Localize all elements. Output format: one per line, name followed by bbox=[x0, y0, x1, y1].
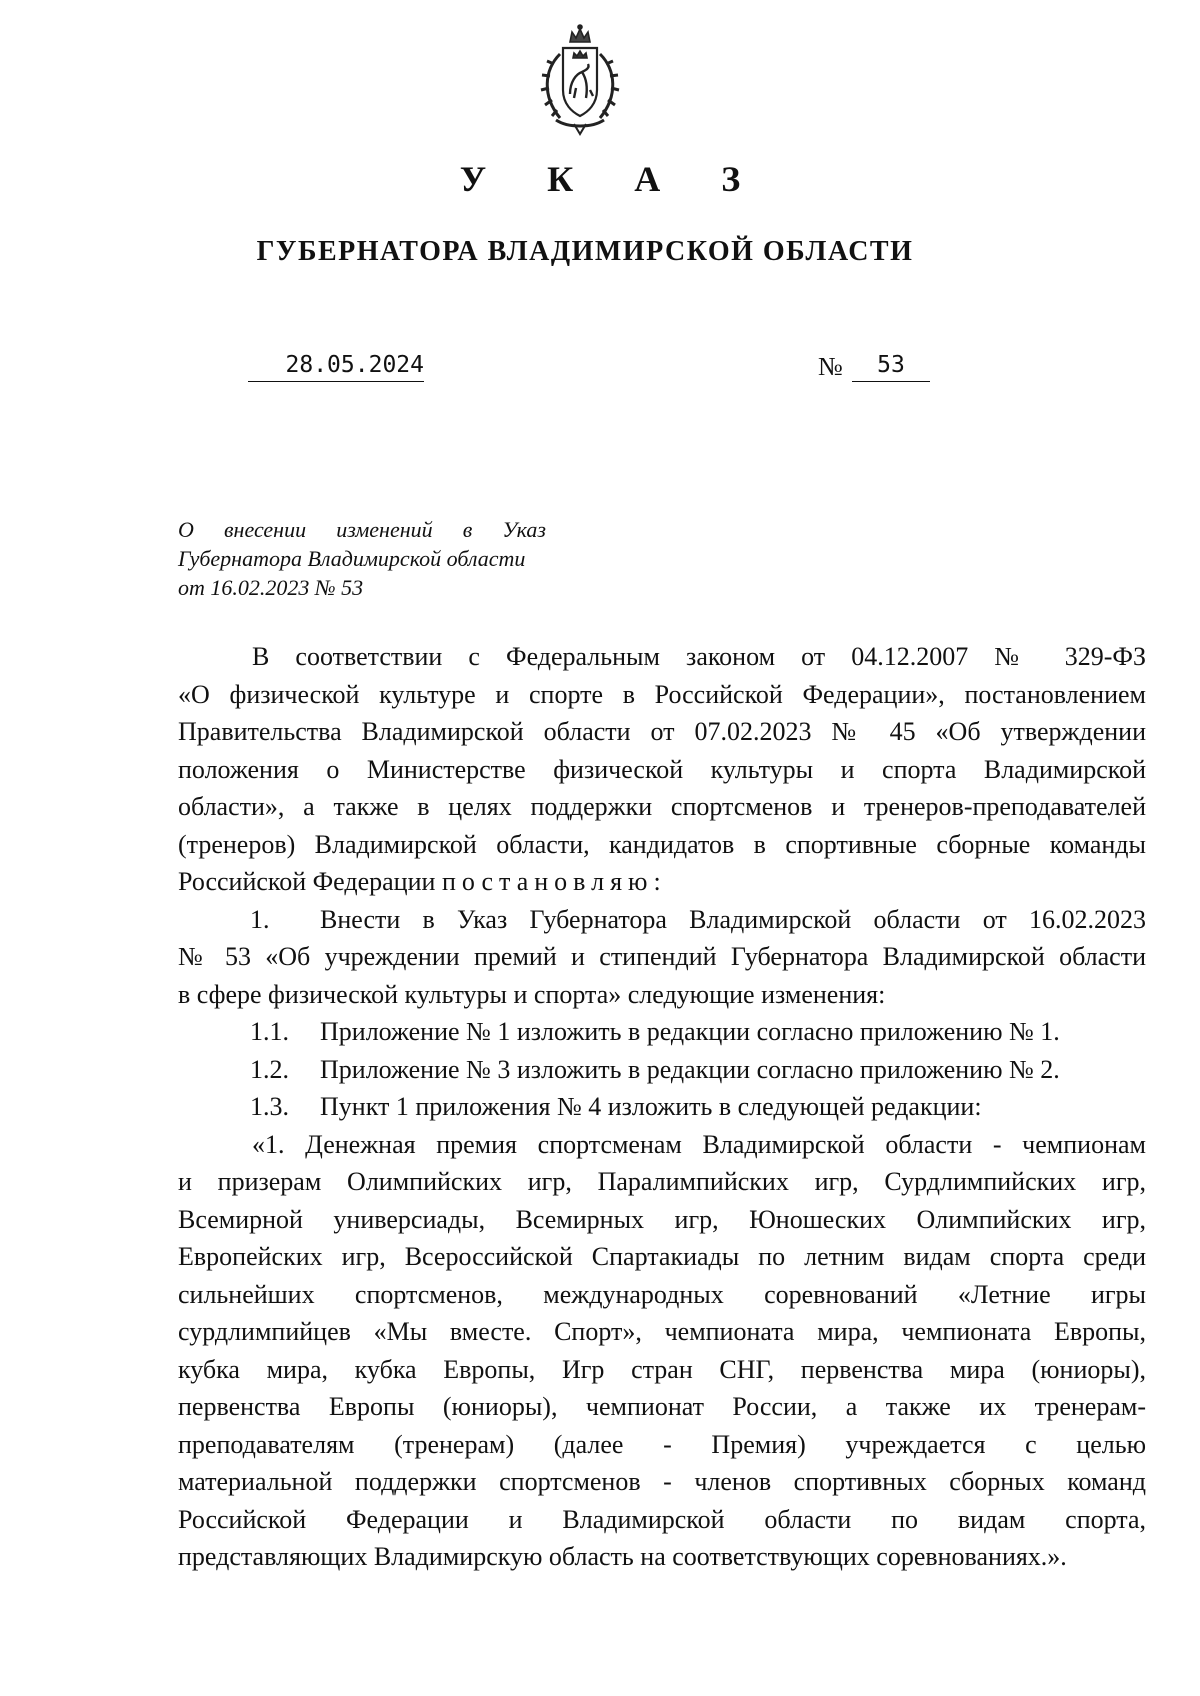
preamble-line: В соответствии с Федеральным законом от 04.12.2007 № 329-ФЗ bbox=[252, 642, 1146, 671]
preamble-line: (тренеров) Владимирской области, кандидатов в спортивные сборные команды bbox=[178, 829, 1146, 859]
quote-line: кубка мира, кубка Европы, Игр стран СНГ, первенства мира (юниоры), bbox=[178, 1354, 1146, 1384]
coat-of-arms-emblem bbox=[530, 24, 630, 136]
subject-line: Губернатора Владимирской области bbox=[178, 546, 526, 571]
decree-body bbox=[178, 638, 1146, 1576]
quote-line: и призерам Олимпийских игр, Паралимпийских игр, Сурдлимпийских игр, bbox=[178, 1167, 1146, 1196]
subitem-text: Приложение № 1 изложить в редакции согласно приложению № 1. bbox=[320, 1017, 1060, 1046]
subject-line: от 16.02.2023 № 53 bbox=[178, 575, 364, 600]
quote-line: Европейских игр, Всероссийской Спартакиады по летним видам спорта среди bbox=[178, 1242, 1146, 1271]
preamble-line: «О физической культуре и спорте в Российской Федерации», постановлением bbox=[178, 679, 1146, 709]
decree-subject bbox=[178, 515, 546, 602]
quote-line: сильнейших спортсменов, международных соревнований «Летние игры bbox=[178, 1279, 1146, 1309]
subitem-number: 1.3. bbox=[250, 1092, 289, 1121]
quote-line: Всемирной универсиады, Всемирных игр, Юношеских Олимпийских игр, bbox=[178, 1204, 1146, 1234]
issuer-heading: ГУБЕРНАТОРА ВЛАДИМИРСКОЙ ОБЛАСТИ bbox=[256, 236, 914, 267]
quote-line: Российской Федерации и Владимирской области по видам спорта, bbox=[178, 1504, 1146, 1534]
decree-number: 53 bbox=[852, 352, 930, 382]
document-type-title: У К А З bbox=[459, 159, 767, 199]
subitem-text: Пункт 1 приложения № 4 изложить в следующей редакции: bbox=[320, 1092, 982, 1121]
number-sign: № bbox=[818, 352, 843, 381]
subject-line: О внесении изменений в Указ bbox=[178, 517, 546, 542]
subitem-1-3 bbox=[178, 1088, 1146, 1126]
preamble-line: Российской Федерации bbox=[178, 867, 436, 896]
resolve-word: постановляю: bbox=[441, 867, 667, 896]
item-1-text: Внести в Указ Губернатора Владимирской области от 16.02.2023 bbox=[320, 904, 1146, 934]
quote-line: материальной поддержки спортсменов - членов спортивных сборных команд bbox=[178, 1467, 1146, 1496]
quote-line: «1. Денежная премия спортсменам Владимирской области - чемпионам bbox=[252, 1129, 1146, 1159]
item-1-line: № 53 «Об учреждении премий и стипендий Губернатора Владимирской области bbox=[178, 942, 1146, 971]
subitem-1-2 bbox=[178, 1051, 1146, 1089]
preamble-last-line bbox=[178, 863, 1146, 901]
subitem-text: Приложение № 3 изложить в редакции согласно приложению № 2. bbox=[320, 1054, 1060, 1084]
subitem-number: 1.2. bbox=[250, 1054, 289, 1084]
preamble-line: положения о Министерстве физической культуры и спорта Владимирской bbox=[178, 754, 1146, 784]
quote-line: первенства Европы (юниоры), чемпионат России, а также их тренерам- bbox=[178, 1392, 1146, 1421]
quote-line: преподавателям (тренерам) (далее - Премия) учреждается с целью bbox=[178, 1429, 1146, 1459]
subitem-1-1 bbox=[178, 1013, 1146, 1051]
item-1-first-line bbox=[178, 901, 1146, 939]
decree-date: 28.05.2024 bbox=[248, 352, 424, 382]
item-number: 1. bbox=[250, 904, 270, 934]
preamble-line: Правительства Владимирской области от 07.02.2023 № 45 «Об утверждении bbox=[178, 717, 1146, 746]
preamble-line: области», а также в целях поддержки спортсменов и тренеров-преподавателей bbox=[178, 792, 1146, 821]
item-1-line: в сфере физической культуры и спорта» следующие изменения: bbox=[178, 979, 886, 1009]
quote-line: сурдлимпийцев «Мы вместе. Спорт», чемпионата мира, чемпионата Европы, bbox=[178, 1317, 1146, 1346]
subitem-number: 1.1. bbox=[250, 1017, 289, 1046]
quote-line: представляющих Владимирскую область на соответствующих соревнованиях.». bbox=[178, 1542, 1067, 1571]
